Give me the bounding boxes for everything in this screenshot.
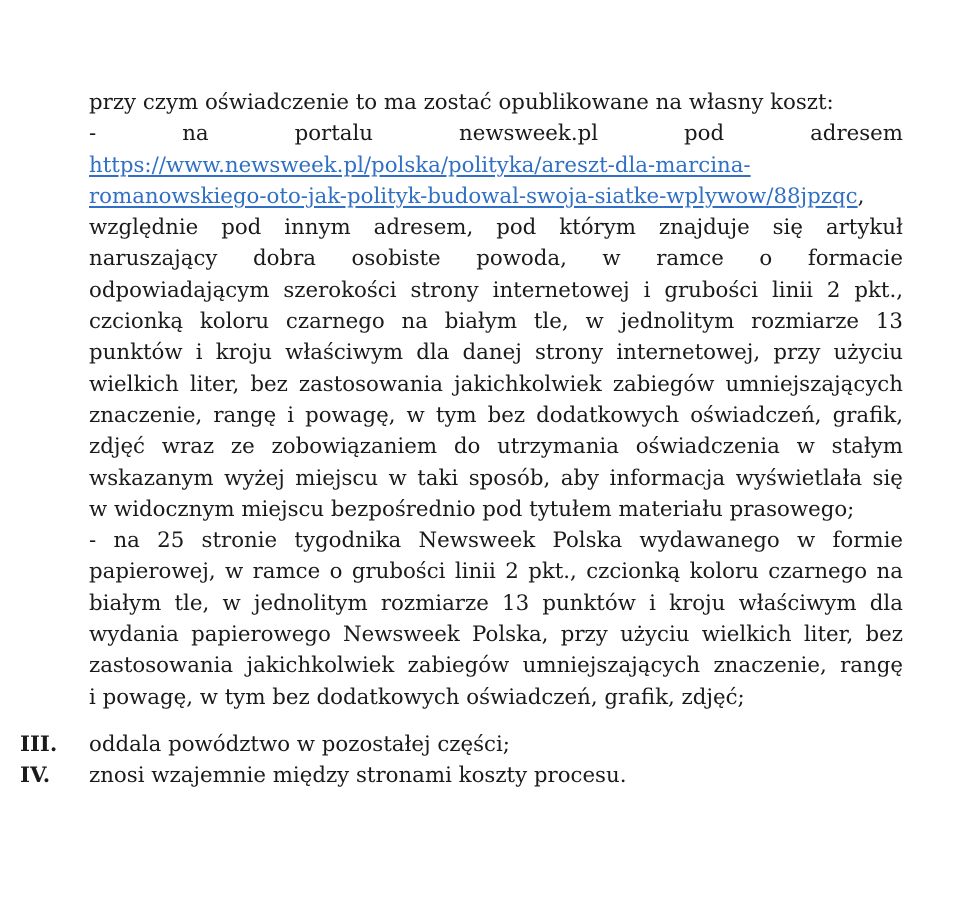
word: zastosowania bbox=[298, 371, 443, 397]
justified-line bbox=[89, 650, 903, 681]
justified-line bbox=[89, 369, 903, 400]
word: liter, bbox=[189, 371, 240, 397]
word: do bbox=[453, 434, 481, 460]
word: dobra bbox=[253, 246, 316, 272]
word: bez bbox=[250, 371, 288, 397]
word: i bbox=[643, 277, 651, 303]
word: portalu bbox=[294, 121, 374, 147]
word: wydania bbox=[89, 622, 179, 648]
word: newsweek.pl bbox=[459, 121, 599, 147]
word: osobiste bbox=[351, 246, 441, 272]
word: zabiegów bbox=[612, 371, 715, 397]
word: w bbox=[222, 590, 241, 616]
justified-line bbox=[89, 556, 903, 587]
word: 2 bbox=[826, 277, 841, 303]
justified-line bbox=[89, 275, 903, 306]
word: 13 bbox=[502, 590, 530, 616]
word: w bbox=[388, 465, 407, 491]
word: linii bbox=[454, 559, 496, 585]
word: jednolitym bbox=[620, 309, 735, 335]
word: powoda, bbox=[476, 246, 567, 272]
word: sposób, bbox=[468, 465, 551, 491]
word: ramce bbox=[656, 246, 724, 272]
word: oświadczenia bbox=[635, 434, 780, 460]
word: znajduje bbox=[658, 215, 750, 241]
justified-line bbox=[89, 306, 903, 337]
word: artykuł bbox=[825, 215, 903, 241]
word: formie bbox=[832, 528, 903, 554]
word: wydawanego bbox=[639, 528, 780, 554]
verdict-item bbox=[0, 760, 971, 791]
word: użyciu bbox=[620, 622, 690, 648]
word: taki bbox=[417, 465, 459, 491]
justified-line bbox=[89, 243, 903, 274]
word: znaczenie, bbox=[89, 402, 203, 428]
item-text: znosi wzajemnie między stronami koszty procesu. bbox=[89, 763, 627, 788]
word: informacja bbox=[609, 465, 726, 491]
word: wraz bbox=[161, 434, 215, 460]
word: znaczenie, bbox=[713, 653, 827, 679]
word: pkt., bbox=[528, 559, 577, 585]
intro-line: przy czym oświadczenie to ma zostać opublikowane na własny koszt: bbox=[89, 90, 834, 115]
word: powagę, bbox=[305, 402, 396, 428]
word: względnie bbox=[89, 215, 199, 241]
judgment-body bbox=[89, 87, 903, 713]
word: pod bbox=[496, 215, 537, 241]
word: umniejszających bbox=[522, 653, 701, 679]
article-link-part-1[interactable]: https://www.newsweek.pl/polska/polityka/areszt-dla-marcina- bbox=[89, 152, 751, 178]
word: wielkich bbox=[89, 371, 179, 397]
word: czarnego bbox=[285, 309, 385, 335]
word: właściwym bbox=[738, 590, 857, 616]
word: i bbox=[287, 402, 295, 428]
word: zabiegów bbox=[407, 653, 510, 679]
justified-line bbox=[89, 212, 903, 243]
word: w bbox=[585, 309, 604, 335]
portal-line bbox=[89, 118, 903, 149]
word: Polska bbox=[552, 528, 623, 554]
word: tym bbox=[435, 402, 477, 428]
word: odpowiadającym bbox=[89, 277, 270, 303]
word: innym bbox=[284, 215, 351, 241]
paragraph-last-line: w widocznym miejscu bezpośrednio pod tytułem materiału prasowego; bbox=[89, 496, 855, 522]
word: bez bbox=[865, 622, 903, 648]
word: czcionką bbox=[89, 309, 184, 335]
word: w bbox=[796, 528, 816, 554]
word: naruszający bbox=[89, 246, 218, 272]
word: którym bbox=[559, 215, 636, 241]
word: rangę bbox=[840, 653, 903, 679]
word: papierowego bbox=[191, 622, 331, 648]
word: strony bbox=[410, 277, 479, 303]
word: stałym bbox=[831, 434, 903, 460]
url-line-1 bbox=[89, 150, 903, 181]
word: adresem, bbox=[373, 215, 474, 241]
word: jednolitym bbox=[253, 590, 368, 616]
word: na bbox=[113, 528, 140, 554]
word: strony bbox=[534, 340, 604, 366]
word: ramce bbox=[252, 559, 321, 585]
word: zdjęć bbox=[89, 434, 145, 460]
paragraph-last-line: i powagę, w tym bez dodatkowych oświadczeń, grafik, zdjęć; bbox=[89, 684, 745, 710]
word: 25 bbox=[157, 528, 185, 554]
word: punktów bbox=[89, 340, 183, 366]
word: aby bbox=[560, 465, 600, 491]
word: Newsweek bbox=[343, 622, 460, 648]
word: Polska, bbox=[472, 622, 549, 648]
word: grubości bbox=[664, 277, 759, 303]
word: internetowej bbox=[492, 277, 630, 303]
item-number: IV. bbox=[20, 763, 51, 788]
word: użyciu bbox=[833, 340, 903, 366]
word: liter, bbox=[803, 622, 854, 648]
word: czarnego bbox=[768, 559, 868, 585]
word: danej bbox=[462, 340, 522, 366]
justified-line bbox=[89, 463, 903, 494]
justified-line bbox=[89, 337, 903, 368]
word: dla bbox=[416, 340, 450, 366]
word: miejscu bbox=[295, 465, 379, 491]
word: 2 bbox=[505, 559, 519, 585]
word: i bbox=[195, 340, 203, 366]
word: grubości bbox=[351, 559, 446, 585]
word: ze bbox=[230, 434, 255, 460]
word: na bbox=[876, 559, 903, 585]
justified-line bbox=[89, 588, 903, 619]
word: koloru bbox=[689, 559, 759, 585]
word: - bbox=[89, 121, 97, 147]
word: papierowej, bbox=[89, 559, 216, 585]
word: wyświetlała bbox=[735, 465, 863, 491]
justified-line bbox=[89, 525, 903, 556]
item-text: oddala powództwo w pozostałej części; bbox=[89, 732, 510, 757]
word: dodatkowych bbox=[536, 402, 680, 428]
word: grafik, bbox=[832, 402, 903, 428]
word: się bbox=[872, 465, 903, 491]
word: w bbox=[224, 559, 244, 585]
word: się bbox=[772, 215, 803, 241]
word: - bbox=[89, 528, 97, 554]
word: jakichkolwiek bbox=[454, 371, 602, 397]
word: szerokości bbox=[283, 277, 397, 303]
online-publication-paragraph bbox=[89, 212, 903, 494]
word: w bbox=[602, 246, 621, 272]
print-publication-paragraph bbox=[89, 525, 903, 681]
word: pod bbox=[221, 215, 262, 241]
word: przy bbox=[560, 622, 608, 648]
word: bez bbox=[487, 402, 526, 428]
word: w bbox=[406, 402, 425, 428]
word: pod bbox=[684, 121, 725, 147]
word: tle, bbox=[174, 590, 210, 616]
word: o bbox=[329, 559, 343, 585]
word: przy bbox=[773, 340, 821, 366]
url-trailing-comma: , bbox=[857, 183, 865, 209]
word: zastosowania bbox=[89, 653, 234, 679]
verdict-item bbox=[0, 729, 971, 760]
article-link-part-2[interactable]: romanowskiego-oto-jak-polityk-budowal-swoja-siatke-wplywow/88jpzqc bbox=[89, 183, 858, 209]
word: Newsweek bbox=[418, 528, 536, 554]
word: kroju bbox=[669, 590, 726, 616]
word: białym bbox=[89, 590, 162, 616]
item-number: III. bbox=[20, 732, 58, 757]
justified-line bbox=[89, 619, 903, 650]
word: jakichkolwiek bbox=[246, 653, 395, 679]
word: wielkich bbox=[701, 622, 792, 648]
justified-line bbox=[89, 400, 903, 431]
word: rozmiarze bbox=[751, 309, 860, 335]
word: utrzymania bbox=[497, 434, 619, 460]
word: kroju bbox=[215, 340, 272, 366]
word: stronie bbox=[201, 528, 278, 554]
word: o bbox=[759, 246, 773, 272]
word: pkt., bbox=[854, 277, 903, 303]
word: wyżej bbox=[224, 465, 285, 491]
word: zobowiązaniem bbox=[271, 434, 438, 460]
word: białym bbox=[444, 309, 518, 335]
word: umniejszających bbox=[725, 371, 903, 397]
word: na bbox=[182, 121, 209, 147]
word: koloru bbox=[199, 309, 270, 335]
word: czcionką bbox=[586, 559, 681, 585]
word: tygodnika bbox=[294, 528, 402, 554]
word: adresem bbox=[810, 121, 903, 147]
word: na bbox=[401, 309, 428, 335]
word: właściwym bbox=[285, 340, 404, 366]
word: rangę bbox=[213, 402, 277, 428]
word: wskazanym bbox=[89, 465, 214, 491]
word: oświadczeń, bbox=[690, 402, 822, 428]
word: formacie bbox=[807, 246, 903, 272]
word: dla bbox=[869, 590, 903, 616]
word: punktów bbox=[542, 590, 636, 616]
word: rozmiarze bbox=[380, 590, 489, 616]
word: tle, bbox=[533, 309, 569, 335]
word: 13 bbox=[875, 309, 903, 335]
justified-line bbox=[89, 431, 903, 462]
word: internetowej, bbox=[616, 340, 761, 366]
url-line-2 bbox=[89, 181, 903, 212]
word: i bbox=[649, 590, 656, 616]
word: linii bbox=[771, 277, 813, 303]
word: w bbox=[796, 434, 815, 460]
